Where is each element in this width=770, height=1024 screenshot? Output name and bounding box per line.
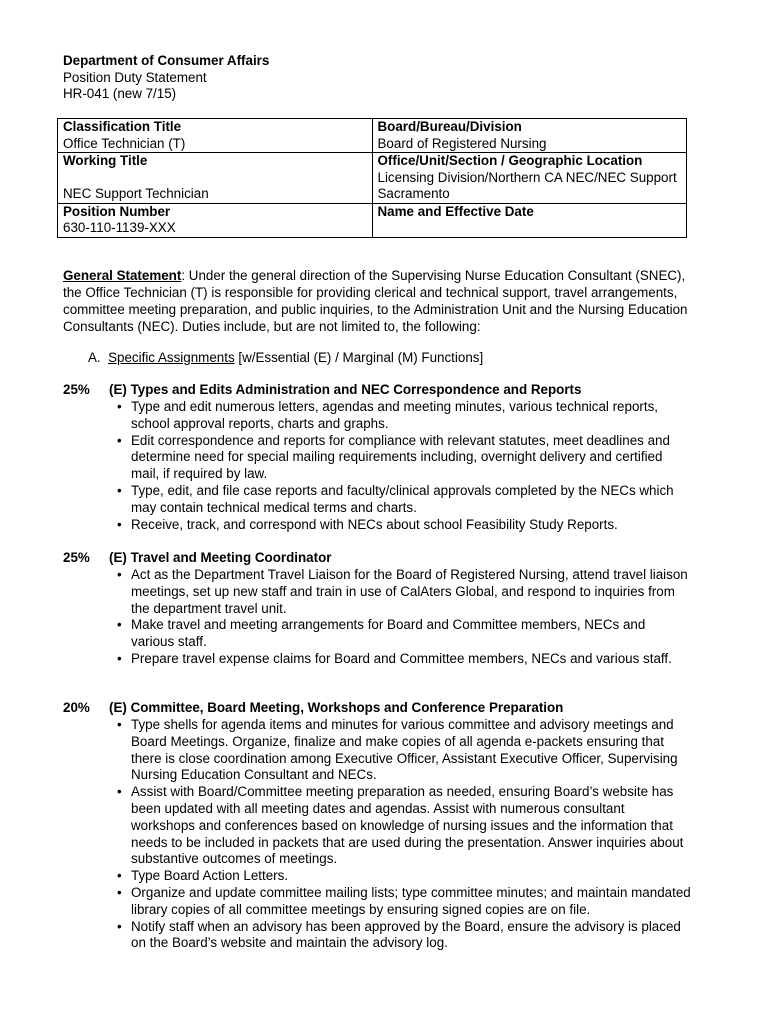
general-statement: [63, 267, 693, 335]
list-item: • Type Board Action Letters.: [117, 868, 289, 884]
specific-marker: A.: [88, 350, 101, 365]
list-item: • Make travel and meeting arrangements for Board and Committee members, NECs and various staff.: [117, 617, 646, 650]
working-title-label: Working Title: [63, 153, 148, 168]
bullet-icon: •: [117, 868, 122, 884]
bullet-icon: •: [117, 884, 122, 900]
section-title: (E) Travel and Meeting Coordinator: [109, 550, 332, 565]
bullet-icon: •: [117, 650, 122, 666]
section-title: (E) Committee, Board Meeting, Workshops and Conference Preparation: [109, 700, 564, 715]
section-bullet-list: [117, 717, 691, 952]
section-percent: 25%: [63, 550, 90, 565]
department-name: Department of Consumer Affairs: [63, 53, 270, 68]
specific-assignments-label: Specific Assignments: [108, 350, 235, 365]
board-cell: [372, 119, 687, 153]
position-info-table: [57, 118, 687, 238]
bullet-icon: •: [117, 918, 122, 934]
bullet-icon: •: [117, 432, 122, 448]
section-percent: 25%: [63, 382, 90, 397]
working-title-value: NEC Support Technician: [63, 186, 209, 201]
document-header: [63, 53, 269, 103]
classification-title-value: Office Technician (T): [63, 135, 186, 151]
bullet-icon: •: [117, 717, 122, 732]
name-date-cell: [372, 203, 687, 237]
general-statement-label: General Statement: [63, 268, 182, 283]
position-number-label: Position Number: [63, 203, 171, 219]
list-item: • Act as the Department Travel Liaison for the Board of Registered Nursing, attend travel liaison meetings, set up new staff and train in use of CalAters Global, and respond to inquiries from the department travel unit.: [117, 567, 688, 616]
bullet-icon: •: [117, 567, 122, 582]
section-percent: 20%: [63, 700, 90, 715]
bullet-icon: •: [117, 784, 122, 800]
office-location-value-line2: Sacramento: [377, 186, 450, 201]
classification-title-label: Classification Title: [63, 119, 182, 134]
bullet-icon: •: [117, 617, 122, 633]
list-item: • Assist with Board/Committee meeting preparation as needed, ensuring Board’s website has been updated with all meeting dates and agendas. Assist with numerous consultant workshops and conferences based on knowledge of nursing issues and the information that needs to be included in packets that are used during the presentation. Answer inquiries about substantive outcomes of meetings.: [117, 784, 684, 867]
form-number: HR-041 (new 7/15): [63, 86, 177, 101]
position-number-cell: [58, 203, 373, 237]
document-title: Position Duty Statement: [63, 69, 207, 85]
list-item: • Notify staff when an advisory has been approved by the Board, ensure the advisory is placed on the Board’s website and maintain the advisory log.: [117, 918, 681, 951]
bullet-icon: •: [117, 482, 122, 498]
bullet-icon: •: [117, 399, 122, 414]
general-statement-text: : Under the general direction of the Supervising Nurse Education Consultant (SNEC), the Office Technician (T) is responsible for providing clerical and technical support, travel arrangements, committee meeting preparation, and public inquiries, to the Administration Unit and the Nursing Education Consultants (NEC). Duties include, but are not limited to, the following:: [63, 268, 688, 334]
list-item: • Type, edit, and file case reports and faculty/clinical approvals completed by the NECs which may contain technical medical terms and charts.: [117, 482, 674, 515]
classification-cell: [58, 119, 373, 153]
bullet-icon: •: [117, 516, 122, 532]
list-item: • Receive, track, and correspond with NECs about school Feasibility Study Reports.: [117, 516, 618, 532]
office-location-value-line1: Licensing Division/Northern CA NEC/NEC Support: [377, 169, 677, 185]
section-title: (E) Types and Edits Administration and NEC Correspondence and Reports: [109, 382, 582, 397]
specific-assignments-rest: [w/Essential (E) / Marginal (M) Functions]: [234, 350, 484, 365]
list-item: • Type and edit numerous letters, agendas and meeting minutes, various technical reports, school approval reports, charts and graphs.: [117, 399, 658, 431]
list-item: • Edit correspondence and reports for compliance with relevant statutes, meet deadlines and determine need for special mailing requirements including, overnight delivery and certified mail, if required by law.: [117, 432, 670, 482]
board-label: Board/Bureau/Division: [377, 119, 522, 134]
board-value: Board of Registered Nursing: [377, 135, 547, 151]
name-effective-date-label: Name and Effective Date: [377, 203, 534, 219]
list-item: • Organize and update committee mailing lists; type committee minutes; and maintain mandated library copies of all committee meetings by ensuring signed copies are on file.: [117, 884, 691, 917]
working-title-cell: [58, 153, 373, 204]
office-cell: [372, 153, 687, 204]
specific-assignments-heading: [88, 349, 483, 366]
list-item: • Type shells for agenda items and minutes for various committee and advisory meetings and Board Meetings. Organize, finalize and make copies of all agenda e-packets ensuring that there is close coordination among Executive Officer, Assistant Executive Officer, Supervising Nursing Education Consultant and NECs.: [117, 717, 678, 783]
office-location-label: Office/Unit/Section / Geographic Location: [377, 153, 643, 168]
position-number-value: 630-110-1139-XXX: [63, 220, 176, 235]
section-bullet-list: [117, 399, 691, 533]
list-item: • Prepare travel expense claims for Board and Committee members, NECs and various staff.: [117, 650, 672, 666]
section-bullet-list: [117, 567, 691, 668]
